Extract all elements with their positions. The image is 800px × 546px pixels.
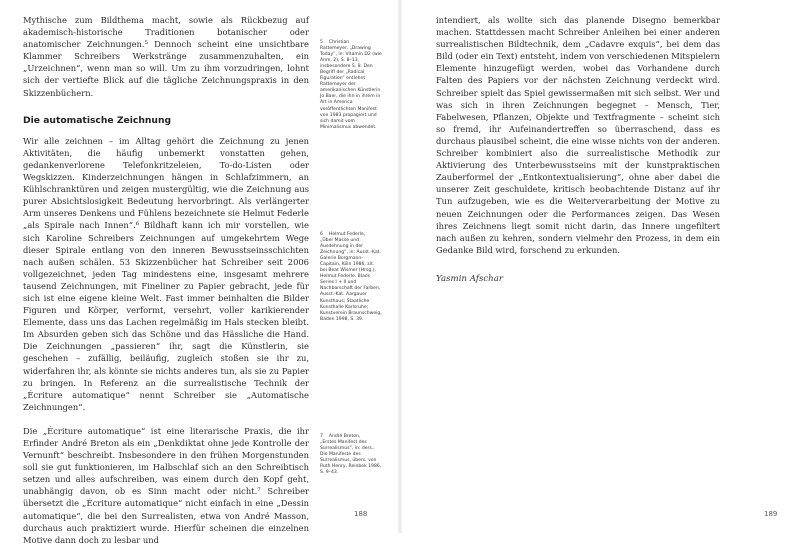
- left-page-body: [23, 14, 309, 546]
- footnote-7: [320, 434, 382, 476]
- left-paragraph-1: Wir alle zeichnen – im Alltag gehört die Zeichnung zu jenen Aktivitäten, die häufig unbemerkt vonstatten gehen, gedankenverlorene Telefonkritzeleien, To-do-Listen oder Wegskizzen. Kinderzeichnungen hängen in Schlafzimmern, an Kühlschranktüren und zeigen mustergültig, wie die Zeichnung aus purer Absichtslosigkeit Bedeutung hervorbringt. Als verlängerter Arm unseres Denkens und Fühlens bezeichnete sie Helmut Federle „als Spirale nach Innen“.⁶ Bildhaft kann ich mir vorstellen, wie sich Karoline Schreibers Zeichnungen auf umgekehrtem Wege dieser Spirale entlang von den inneren Bewusstseinsschichten nach außen schälen. 53 Skizzenbücher hat Schreiber seit 2006 vollgezeichnet, jeden Tag mindestens eine, insgesamt mehrere tausend Zeichnungen, mit Fineliner zu Papier gebracht, jede für sich ist eine eigene kleine Welt. Fast immer beinhalten die Bilder Figuren und Körper, verformt, versehrt, voller karikierender Elemente, dass uns das Lachen regelmäßig im Hals stecken bleibt. Im Absurden geben sich das Schöne und das Hässliche die Hand. Die Zeichnungen „passieren“ ihr, sagt die Künstlerin, sie geschehen – zufällig, beiläufig, zugleich stoßen sie ihr zu, widerfahren ihr, als könnte sie nichts anderes tun, als sie zu Papier zu bringen. In Referenz an die surrealistische Technik der „Écriture automatique“ nennt Schreiber sie „Automatische Zeichnungen“.: [23, 135, 309, 412]
- footnote-label: Helmut Federle,: [328, 232, 366, 237]
- footnote-number: 5: [320, 40, 323, 45]
- footnote-text: „Erstes Manifest des Surrealismus“, in: ders., Die Manifeste des Surrealismus, übers. von Ruth Henry, Reinbek 1986, S. 9–43.: [320, 440, 382, 476]
- footnote-number: 7: [320, 434, 323, 439]
- footnote-5: [320, 40, 382, 131]
- footnote-label: Christian: [328, 40, 350, 45]
- right-paragraph-1: intendiert, als wollte sich das planende Disegno bemerkbar machen. Stattdessen macht Schreiber Anleihen bei einer anderen surrealistischen Bildtechnik, dem „Cadavre exquis“, bei dem das Bild (oder ein Text) entsteht, indem von verschiedenen Mitspielern Elemente hinzugefügt werden, wobei das Vorhandene durch Falten des Papiers vor der nächsten Zeichnung verdeckt wird. Schreiber spielt das Spiel gewissermaßen mit sich selbst. Wer und was sich in ihren Zeichnungen begegnet – Mensch, Tier, Fabelwesen, Pflanzen, Objekte und Textfragmente – scheint sich so fremd, ihr Aufeinandertreffen so überraschend, dass es durchaus plausibel scheint, die eine wisse nichts von der anderen. Schreiber kombiniert also die surrealistische Methodik zur Aktivierung des Unterbewusstseins mit der kunstpraktischen Zauberformel der „Entkontextualisierung“, ohne aber dabei die unserer Zeit geschuldete, kritisch beobachtende Distanz auf ihr Tun aufzugeben, wie es die Weiterverarbeitung der Motive zu neuen Zeichnungen oder die Performances zeigen. Das Wesen ihres Zeichnens liegt somit nicht darin, das Innere ungefiltert nach außen zu kehren, sondern vielmehr den Prozess, in dem ein Gedanke Bild wird, forschend zu erkunden.: [436, 15, 720, 255]
- footnote-text: Rattemeyer, „Drawing Today“, in: Vitamin D2 (wie Anm. 2), S. 8–13, insbesondere S. 8. Den Begriff der „Radical Figuration“ entlehnt Rattemeyer der amerikanischen Künstlerin Jo Baer, die ihn in ihrem in Art in America veröffentlichten Manifest von 1983 propagiert und sich damit vom Minimalismus abwendet.: [320, 46, 382, 130]
- right-page-body: [436, 14, 720, 285]
- page-gutter: [398, 0, 402, 533]
- footnote-number: 6: [320, 232, 323, 237]
- footnote-label: André Breton,: [328, 434, 361, 439]
- left-paragraph-2: Die „Écriture automatique“ ist eine literarische Praxis, die ihr Erfinder André Breton als ein „Denkdiktat ohne jede Kontrolle der Vernunft“ beschreibt. Insbesondere in den frühen Morgenstunden soll sie gut funktionieren, im Halbschlaf sich an den Schreibtisch setzen und alles aufschreiben, was einem durch den Kopf geht, unabhängig davon, ob es Sinn macht oder nicht.⁷ Schreiber übersetzt die „Écriture automatique“ nicht einfach in eine „Dessin automatique“, die bei den Surrealisten, etwa von André Masson, durchaus auch praktiziert wurde. Hierfür scheinen die einzelnen Motive dann doch zu lesbar und: [23, 425, 309, 545]
- author-signature: Yasmin Afschar: [436, 273, 503, 284]
- left-page-number: 188: [354, 510, 368, 518]
- footnote-6: [320, 232, 382, 323]
- right-page-number: 189: [764, 510, 778, 518]
- section-heading: Die automatische Zeichnung: [23, 114, 172, 126]
- left-intro-paragraph: Mythische zum Bildthema macht, sowie als Rückbezug auf akademisch-historische Traditionen botanischer oder anatomischer Zeichnungen.⁵ Dennoch scheint eine unsichtbare Klammer Schreibers Werkstränge zusammenzuhalten, ein „Urzeichnen“, wenn man so will. Um zu ihm vorzudringen, lohnt sich der vertiefte Blick auf die tägliche Zeichnungspraxis in den Skizzenbüchern.: [23, 15, 309, 98]
- footnote-text: „Über Masse und Ausdehnung in der Zeichnung“, in: Ausst.-Kat. Galerie Borgmann-Capitain, Köln 1986, zit. bei Beat Wismer (Hrsg.), Helmut Federle. Black Series I + II und Nachbarschaft der Farben, Ausst.-Kat. Aargauer Kunsthaus; Staatliche Kunsthalle Karlsruhe; Kunstverein Braunschweig, Baden 1998, S. 39.: [320, 238, 382, 322]
